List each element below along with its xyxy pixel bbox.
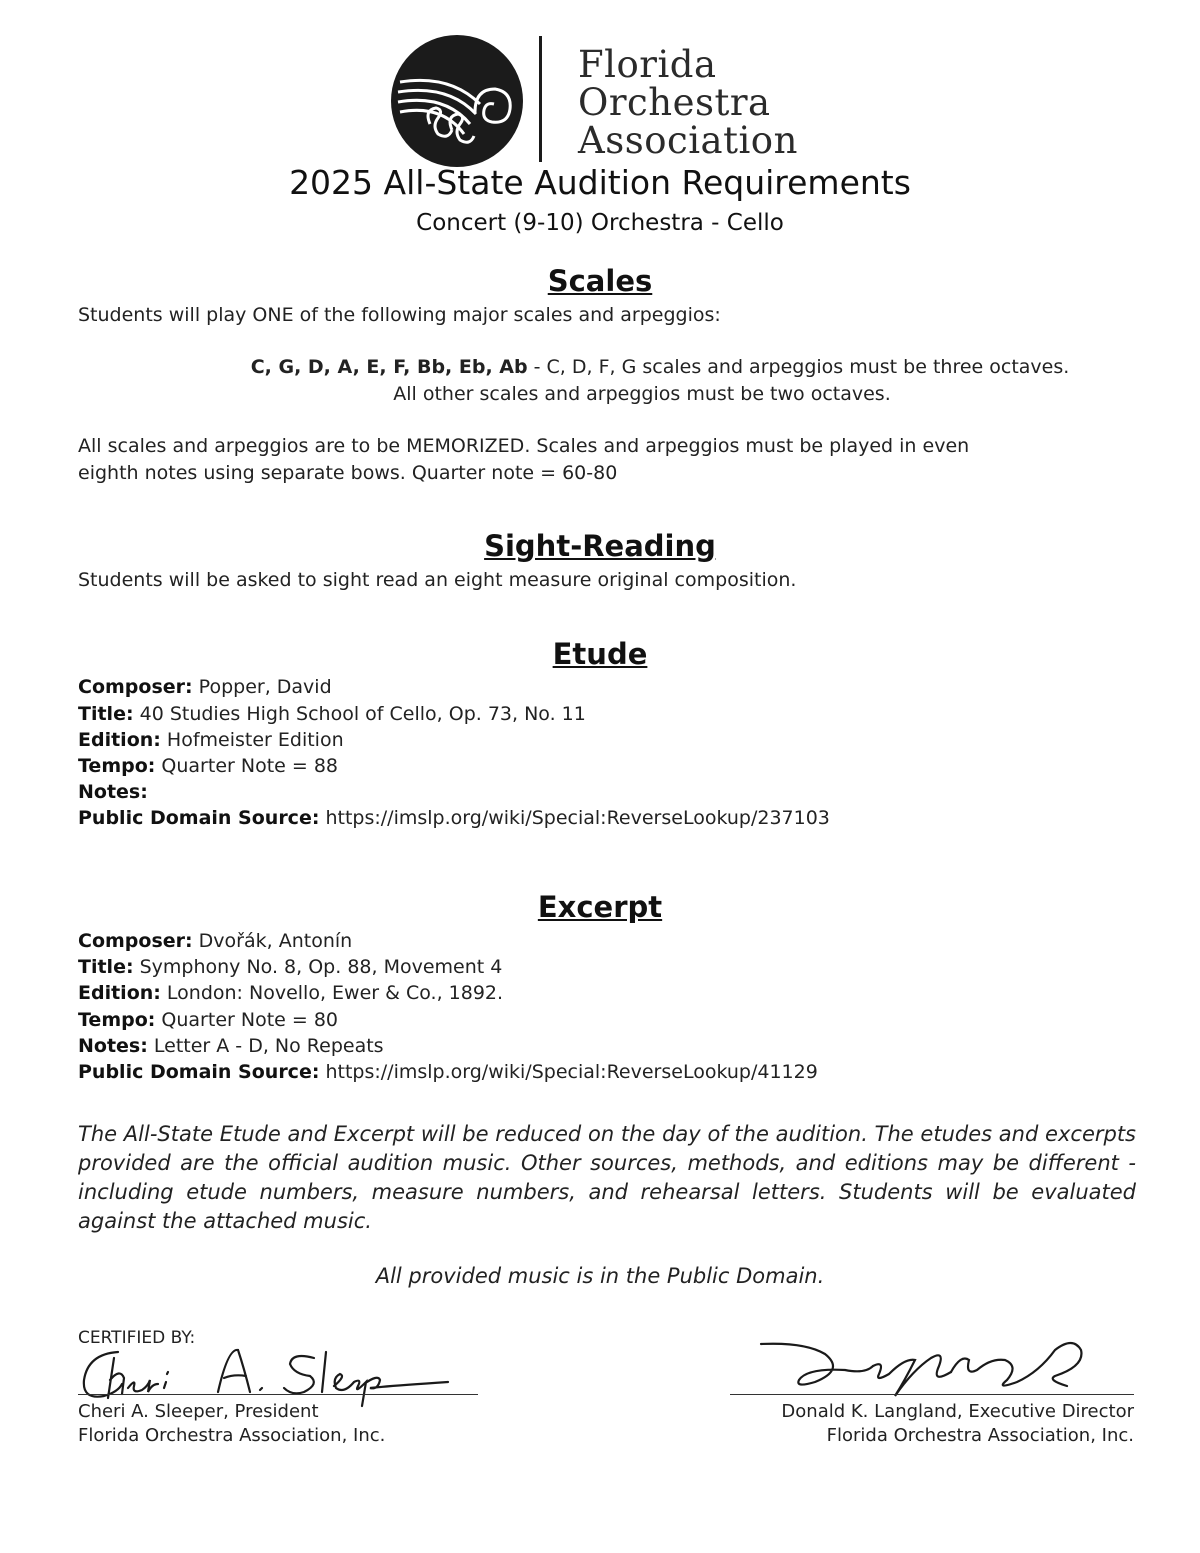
president-name: Cheri A. Sleeper, President xyxy=(78,1401,319,1422)
scales-memorize-2: eighth notes using separate bows. Quarter note = 60-80 xyxy=(78,462,618,484)
logo-line-3: Association xyxy=(578,119,798,162)
scales-three-octave: - C, D, F, G scales and arpeggios must be three octaves. xyxy=(527,356,1070,378)
etude-source-link[interactable]: https://imslp.org/wiki/Special:ReverseLookup/237103 xyxy=(319,807,830,829)
scroll-f-holes-logo-icon xyxy=(390,34,524,168)
certified-by-label: CERTIFIED BY: xyxy=(78,1328,196,1348)
excerpt-heading: Excerpt xyxy=(537,890,663,924)
etude-heading: Etude xyxy=(552,637,648,671)
logo-wordmark xyxy=(578,43,798,162)
excerpt-title: Title: Symphony No. 8, Op. 88, Movement 4 xyxy=(78,956,503,978)
etude-tempo: Tempo: Quarter Note = 88 xyxy=(78,755,339,777)
scales-memorize-1: All scales and arpeggios are to be MEMORIZED. Scales and arpeggios must be played in even xyxy=(78,435,970,457)
president-signature xyxy=(78,1338,458,1408)
director-signature xyxy=(755,1330,1095,1402)
excerpt-source: Public Domain Source: https://imslp.org/wiki/Special:ReverseLookup/41129 xyxy=(78,1061,818,1083)
director-org: Florida Orchestra Association, Inc. xyxy=(826,1425,1134,1446)
logo-line-2: Orchestra xyxy=(578,81,771,124)
scales-intro: Students will play ONE of the following major scales and arpeggios: xyxy=(78,304,721,326)
etude-notes: Notes: xyxy=(78,781,148,803)
foa-logo xyxy=(390,32,830,167)
public-domain-note: All provided music is in the Public Domain. xyxy=(375,1264,825,1288)
scales-keys-line xyxy=(60,354,1200,380)
page-title: 2025 All-State Audition Requirements xyxy=(289,163,911,202)
president-signature-line xyxy=(78,1394,478,1395)
excerpt-tempo: Tempo: Quarter Note = 80 xyxy=(78,1009,339,1031)
logo-divider xyxy=(539,36,542,162)
excerpt-edition: Edition: London: Novello, Ewer & Co., 1892. xyxy=(78,982,504,1004)
scales-keys: C, G, D, A, E, F, Bb, Eb, Ab xyxy=(250,356,528,378)
excerpt-source-link[interactable]: https://imslp.org/wiki/Special:ReverseLookup/41129 xyxy=(319,1061,818,1083)
scales-heading: Scales xyxy=(547,264,653,298)
sight-reading-text: Students will be asked to sight read an eight measure original composition. xyxy=(78,569,797,591)
president-org: Florida Orchestra Association, Inc. xyxy=(78,1425,386,1446)
logo-line-1: Florida xyxy=(578,43,717,86)
etude-edition: Edition: Hofmeister Edition xyxy=(78,729,344,751)
director-name: Donald K. Langland, Executive Director xyxy=(781,1401,1134,1422)
etude-composer: Composer: Popper, David xyxy=(78,676,332,698)
excerpt-composer: Composer: Dvořák, Antonín xyxy=(78,930,353,952)
etude-title: Title: 40 Studies High School of Cello, Op. 73, No. 11 xyxy=(78,703,586,725)
etude-source: Public Domain Source: https://imslp.org/wiki/Special:ReverseLookup/237103 xyxy=(78,807,830,829)
audition-disclaimer: The All-State Etude and Excerpt will be reduced on the day of the audition. The etudes and excerpts provided are the official audition music. Other sources, methods, and editions may be different - including etude numbers, measure numbers, and rehearsal letters. Students will be evaluated against the attached music. xyxy=(78,1122,1136,1233)
director-signature-line xyxy=(730,1394,1134,1395)
page-subtitle: Concert (9-10) Orchestra - Cello xyxy=(416,210,784,236)
excerpt-notes: Notes: Letter A - D, No Repeats xyxy=(78,1035,384,1057)
scales-two-octave: All other scales and arpeggios must be two octaves. xyxy=(393,383,891,405)
sight-reading-heading: Sight-Reading xyxy=(484,529,716,563)
